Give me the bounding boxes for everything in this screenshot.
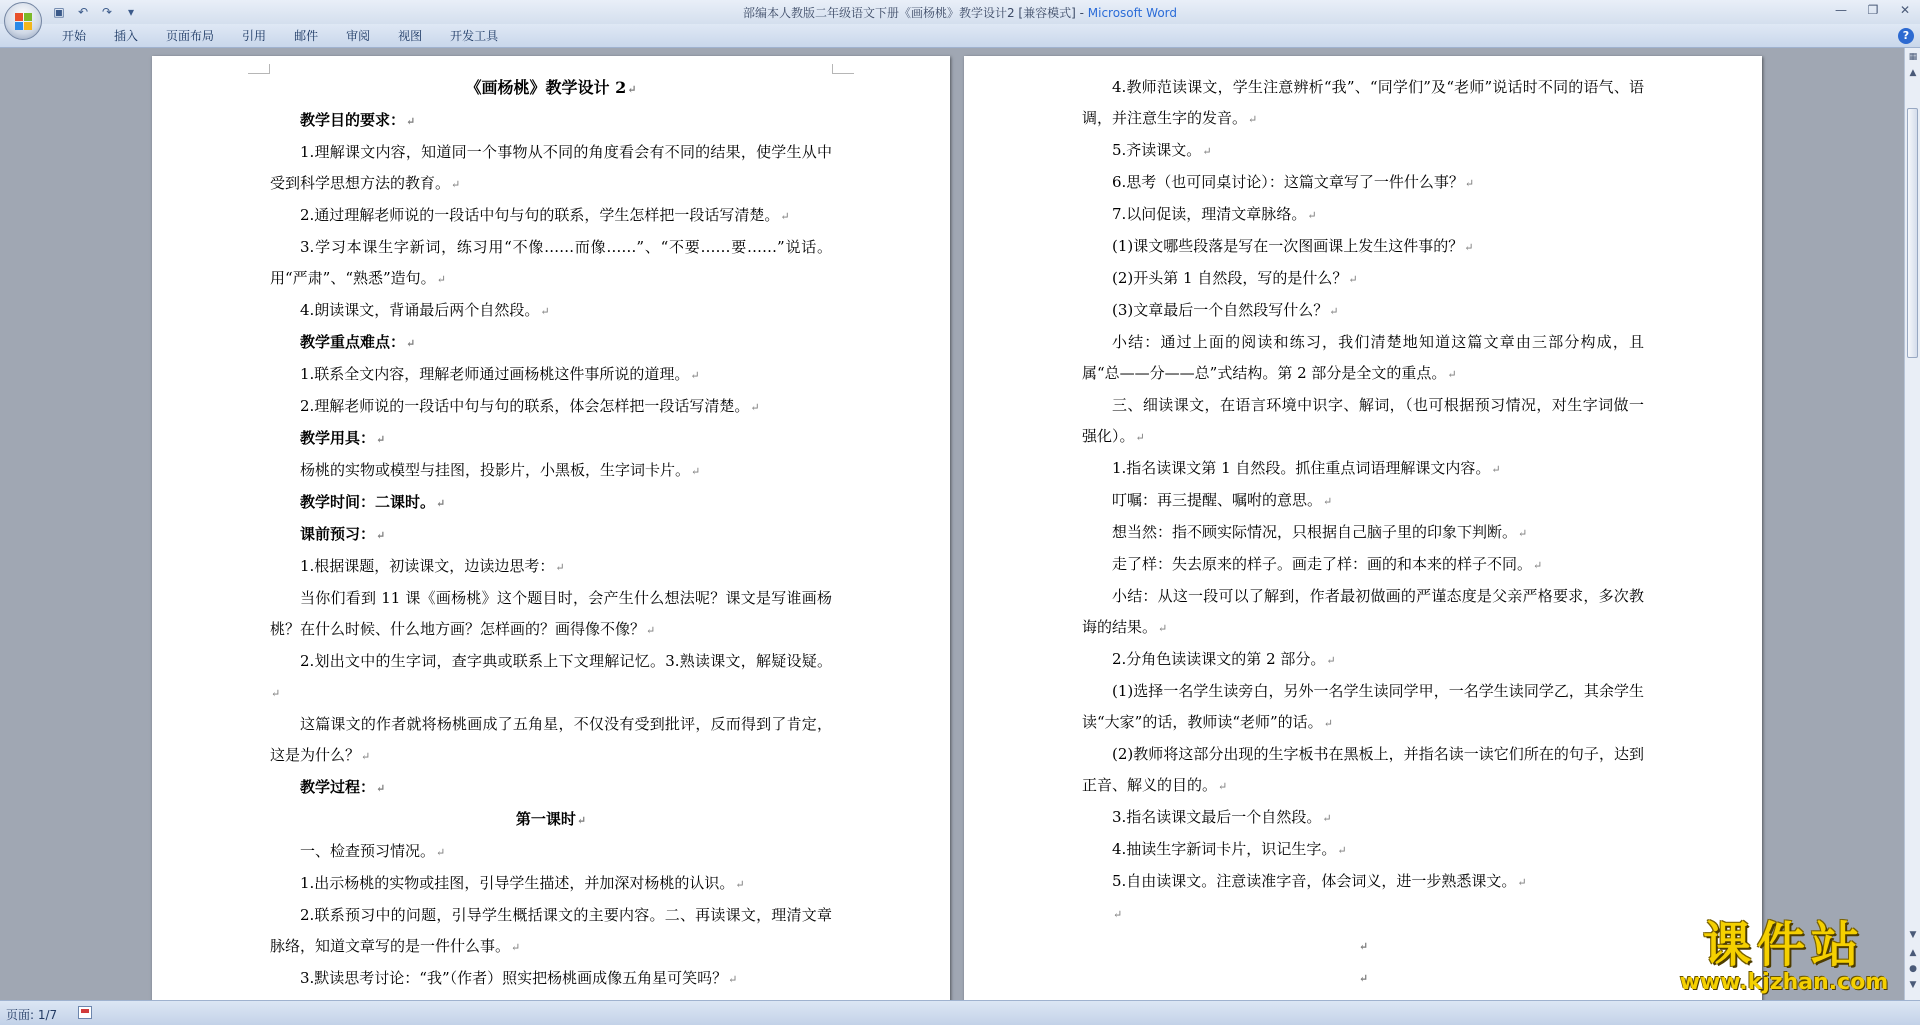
close-icon[interactable]: ✕ (1899, 3, 1911, 17)
status-bar (0, 1000, 1920, 1025)
paragraph-mark-icon: ↵ (271, 687, 281, 700)
paragraph-mark-icon: ↵ (1491, 463, 1501, 476)
document-paragraph[interactable] (1082, 834, 1644, 866)
paragraph-text: 想当然：指不顾实际情况，只根据自己脑子里的印象下判断。 (1112, 523, 1518, 541)
paragraph-text: 第一课时 (515, 810, 576, 828)
scroll-up-icon[interactable]: ▲ (1909, 68, 1917, 78)
paragraph-mark-icon: ↵ (1202, 145, 1212, 158)
document-paragraph[interactable] (270, 487, 832, 519)
document-paragraph[interactable] (1082, 517, 1644, 549)
paragraph-mark-icon: ↵ (1218, 780, 1228, 793)
next-page-icon[interactable]: ▼ (1909, 980, 1917, 990)
paragraph-text: 2.理解老师说的一段话中句与句的联系，体会怎样把一段话写清楚。 (300, 397, 750, 415)
document-paragraph[interactable] (1082, 644, 1644, 676)
paragraph-mark-icon: ↵ (376, 782, 386, 795)
paragraph-mark-icon: ↵ (436, 846, 446, 859)
document-paragraph[interactable] (1082, 453, 1644, 485)
document-title: 部编本人教版二年级语文下册《画杨桃》教学设计2 [兼容模式] (742, 6, 1076, 20)
office-button[interactable] (4, 2, 42, 40)
paragraph-mark-icon: ↵ (406, 337, 416, 350)
document-paragraph[interactable] (270, 551, 832, 583)
document-paragraph[interactable] (270, 105, 832, 137)
paragraph-text: 2.联系预习中的问题，引导学生概括课文的主要内容。二、再读课文，理清文章脉络，知道文章写的是一件什么事。 (270, 906, 832, 955)
paragraph-text: 7.以问促读，理清文章脉络。 (1112, 205, 1307, 223)
document-area[interactable] (0, 48, 1904, 1000)
document-paragraph[interactable] (270, 900, 832, 963)
paragraph-mark-icon: ↵ (646, 624, 656, 637)
document-paragraph[interactable] (270, 836, 832, 868)
paragraph-text: (1)课文哪些段落是写在一次图画课上发生这件事的？ (1112, 237, 1464, 255)
document-paragraph[interactable] (270, 455, 832, 487)
document-paragraph[interactable] (270, 868, 832, 900)
paragraph-mark-icon: ↵ (750, 401, 760, 414)
paragraph-text: 叮嘱：再三提醒、嘱咐的意思。 (1112, 491, 1323, 509)
paragraph-mark-icon: ↵ (436, 273, 446, 286)
ribbon-tab[interactable]: 开发工具 (450, 29, 499, 43)
ribbon-tab[interactable]: 开始 (62, 29, 87, 43)
document-paragraph[interactable] (1082, 263, 1644, 295)
undo-icon[interactable]: ↶ (77, 5, 89, 19)
paragraph-text: 1.指名读课文第 1 自然段。抓住重点词语理解课文内容。 (1112, 459, 1491, 477)
document-paragraph[interactable] (270, 327, 832, 359)
document-page-left[interactable] (152, 56, 950, 1000)
title-separator: - (1075, 6, 1088, 20)
page-count[interactable]: 页面: 1/7 (6, 1008, 58, 1022)
paragraph-mark-icon: ↵ (1329, 305, 1339, 318)
document-paragraph[interactable] (270, 423, 832, 455)
paragraph-mark-icon: ↵ (1322, 812, 1332, 825)
document-paragraph[interactable] (270, 232, 832, 295)
paragraph-text: 《画杨桃》教学设计 2 (465, 78, 627, 97)
paragraph-mark-icon: ↵ (1135, 431, 1145, 444)
paragraph-mark-icon: ↵ (1518, 527, 1528, 540)
ribbon-tab[interactable]: 邮件 (294, 29, 319, 43)
document-paragraph[interactable] (1082, 199, 1644, 231)
paragraph-mark-icon: ↵ (1248, 113, 1258, 126)
document-paragraph[interactable] (270, 646, 832, 709)
watermark-logo (1668, 918, 1900, 998)
paragraph-mark-icon: ↵ (1158, 622, 1168, 635)
paragraph-text: 4.教师范读课文，学生注意辨析“我”、“同学们”及“老师”说话时不同的语气、语调，并注意生字的发音。 (1082, 78, 1644, 127)
paragraph-mark-icon: ↵ (1113, 908, 1123, 921)
paragraph-text: 1.出示杨桃的实物或挂图，引导学生描述，并加深对杨桃的认识。 (300, 874, 735, 892)
paragraph-text: (1)选择一名学生读旁白，另外一名学生读同学甲，一名学生读同学乙，其余学生读“大家”的话，教师读“老师”的话。 (1082, 682, 1644, 731)
paragraph-mark-icon: ↵ (406, 115, 416, 128)
document-paragraph[interactable] (1082, 898, 1644, 930)
scroll-down-icon[interactable]: ▼ (1909, 930, 1917, 940)
document-paragraph[interactable] (270, 295, 832, 327)
paragraph-mark-icon: ↵ (436, 497, 446, 510)
paragraph-mark-icon: ↵ (1464, 177, 1475, 190)
proofing-status-icon[interactable] (78, 1006, 92, 1019)
restore-icon[interactable]: ❐ (1867, 3, 1879, 17)
paragraph-mark-icon: ↵ (627, 83, 637, 96)
paragraph-mark-icon: ↵ (576, 814, 587, 827)
window-controls (1832, 2, 1914, 18)
paragraph-text: 这篇课文的作者就将杨桃画成了五角星，不仅没有受到批评，反而得到了肯定，这是为什么？ (270, 715, 832, 764)
paragraph-text: 走了样：失去原来的样子。画走了样：画的和本来的样子不同。 (1112, 555, 1533, 573)
paragraph-mark-icon: ↵ (555, 561, 565, 574)
ribbon-tab[interactable]: 页面布局 (166, 29, 215, 43)
paragraph-mark-icon: ↵ (1533, 559, 1543, 572)
window-title (0, 4, 1920, 21)
paragraph-text: 2.通过理解老师说的一段话中句与句的联系，学生怎样把一段话写清楚。 (300, 206, 780, 224)
paragraph-mark-icon: ↵ (540, 305, 550, 318)
paragraph-mark-icon: ↵ (376, 529, 386, 542)
page-content[interactable] (270, 72, 832, 995)
ribbon-tab[interactable]: 审阅 (346, 29, 371, 43)
document-paragraph[interactable] (1082, 581, 1644, 644)
margin-marker (832, 64, 854, 74)
redo-icon[interactable]: ↷ (101, 5, 113, 19)
watermark-title: 课件站 (1702, 917, 1865, 973)
ribbon-tab[interactable]: 视图 (398, 29, 423, 43)
customize-qat-icon[interactable]: ▾ (127, 5, 135, 19)
document-paragraph[interactable] (270, 359, 832, 391)
paragraph-mark-icon: ↵ (376, 433, 386, 446)
document-paragraph[interactable] (1082, 802, 1644, 834)
paragraph-mark-icon: ↵ (1358, 972, 1369, 985)
paragraph-text: 1.联系全文内容，理解老师通过画杨桃这件事所说的道理。 (300, 365, 690, 383)
paragraph-text: 3.默读思考讨论：“我”（作者）照实把杨桃画成像五角星可笑吗？ (300, 969, 728, 987)
document-paragraph[interactable] (1082, 739, 1644, 802)
document-paragraph[interactable] (270, 772, 832, 804)
document-paragraph[interactable] (1082, 135, 1644, 167)
paragraph-text: 课前预习： (300, 525, 376, 543)
document-paragraph[interactable] (270, 391, 832, 423)
document-paragraph[interactable] (270, 583, 832, 646)
paragraph-text: 一、检查预习情况。 (300, 842, 436, 860)
document-paragraph[interactable] (1082, 167, 1644, 199)
paragraph-mark-icon: ↵ (1447, 368, 1457, 381)
paragraph-text: 杨桃的实物或模型与挂图，投影片，小黑板，生字词卡片。 (300, 461, 691, 479)
previous-page-icon[interactable]: ▲ (1909, 948, 1917, 958)
document-paragraph[interactable] (270, 72, 832, 105)
ribbon-tab[interactable]: 引用 (242, 29, 267, 43)
document-paragraph[interactable] (1082, 962, 1644, 994)
paragraph-text: 5.自由读课文。注意读准字音，体会词义，进一步熟悉课文。 (1112, 872, 1517, 890)
paragraph-text: 5.齐读课文。 (1112, 141, 1202, 159)
paragraph-mark-icon: ↵ (735, 878, 745, 891)
paragraph-text: (2)开头第 1 自然段，写的是什么？ (1112, 269, 1348, 287)
paragraph-mark-icon: ↵ (690, 369, 700, 382)
watermark-url: www.kjzhan.com (1679, 970, 1889, 995)
paragraph-text: 小结：从这一段可以了解到，作者最初做画的严谨态度是父亲严格要求，多次教诲的结果。 (1082, 587, 1644, 636)
ribbon-tab-bar (0, 24, 1920, 48)
paragraph-mark-icon: ↵ (511, 941, 521, 954)
paragraph-text: 教学重点难点： (300, 333, 406, 351)
paragraph-mark-icon: ↵ (451, 178, 461, 191)
document-paragraph[interactable] (1082, 676, 1644, 739)
paragraph-mark-icon: ↵ (1323, 717, 1333, 730)
document-paragraph[interactable] (1082, 327, 1644, 390)
paragraph-mark-icon: ↵ (691, 465, 701, 478)
paragraph-mark-icon: ↵ (1326, 654, 1336, 667)
app-name: Microsoft Word (1087, 6, 1178, 20)
paragraph-text: 三、细读课文，在语言环境中识字、解词，（也可根据预习情况，对生字词做一强化）。 (1082, 396, 1644, 445)
paragraph-mark-icon: ↵ (1307, 209, 1317, 222)
paragraph-mark-icon: ↵ (361, 750, 371, 763)
paragraph-mark-icon: ↵ (1323, 495, 1333, 508)
paragraph-text: 2.划出文中的生字词，查字典或联系上下文理解记忆。3.熟读课文，解疑设疑。 (300, 652, 832, 670)
document-paragraph[interactable] (270, 804, 832, 836)
document-paragraph[interactable] (1082, 231, 1644, 263)
scroll-thumb[interactable] (1907, 108, 1918, 358)
help-icon[interactable]: ? (1898, 28, 1914, 44)
browse-object-icon[interactable]: ● (1909, 964, 1917, 974)
paragraph-text: 当你们看到 11 课《画杨桃》这个题目时，会产生什么想法呢？课文是写谁画杨桃？在什么时候、什么地方画？怎样画的？画得像不像？ (270, 589, 832, 638)
document-paragraph[interactable] (1082, 930, 1644, 962)
save-icon[interactable]: ▣ (53, 5, 65, 19)
paragraph-text: 4.朗读课文，背诵最后两个自然段。 (300, 301, 540, 319)
document-paragraph[interactable] (270, 200, 832, 232)
paragraph-text: 1.理解课文内容，知道同一个事物从不同的角度看会有不同的结果，使学生从中受到科学思想方法的教育。 (270, 143, 832, 192)
minimize-icon[interactable]: — (1835, 3, 1847, 17)
paragraph-mark-icon: ↵ (1358, 940, 1369, 953)
paragraph-text: 教学用具： (300, 429, 376, 447)
paragraph-text: (2)教师将这部分出现的生字板书在黑板上，并指名读一读它们所在的句子，达到正音、解义的目的。 (1082, 745, 1644, 794)
document-page-right[interactable] (964, 56, 1762, 1000)
paragraph-text: 1.根据课题，初读课文，边读边思考： (300, 557, 555, 575)
ribbon-tab[interactable]: 插入 (114, 29, 139, 43)
document-paragraph[interactable] (270, 137, 832, 200)
margin-marker (248, 64, 270, 74)
document-paragraph[interactable] (1082, 295, 1644, 327)
title-bar (0, 0, 1920, 24)
document-paragraph[interactable] (1082, 549, 1644, 581)
paragraph-mark-icon: ↵ (780, 210, 790, 223)
paragraph-mark-icon: ↵ (1337, 844, 1347, 857)
vertical-scrollbar[interactable] (1904, 48, 1920, 1000)
paragraph-text: 教学时间：二课时。 (300, 493, 436, 511)
paragraph-mark-icon: ↵ (1464, 241, 1474, 254)
document-paragraph[interactable] (270, 709, 832, 772)
document-paragraph[interactable] (1082, 485, 1644, 517)
paragraph-text: 2.分角色读读课文的第 2 部分。 (1112, 650, 1326, 668)
paragraph-text: 小结：通过上面的阅读和练习，我们清楚地知道这篇文章由三部分构成，且属“总——分——总”式结构。第 2 部分是全文的重点。 (1082, 333, 1644, 382)
document-paragraph[interactable] (1082, 866, 1644, 898)
ribbon-tabs (48, 28, 512, 44)
document-paragraph[interactable] (1082, 390, 1644, 453)
ruler-toggle-icon[interactable]: ▦ (1908, 52, 1918, 62)
paragraph-text: 4.抽读生字新词卡片，识记生字。 (1112, 840, 1337, 858)
office-logo-icon (15, 13, 33, 31)
document-paragraph[interactable] (270, 963, 832, 995)
paragraph-mark-icon: ↵ (1517, 876, 1527, 889)
page-content[interactable] (1082, 72, 1644, 994)
paragraph-text: 3.指名读课文最后一个自然段。 (1112, 808, 1322, 826)
paragraph-text: (3)文章最后一个自然段写什么？ (1112, 301, 1329, 319)
paragraph-text: 教学过程： (300, 778, 376, 796)
paragraph-text: 3.学习本课生字新词，练习用“不像……而像……”、“不要……要……”说话。用“严肃”、“熟悉”造句。 (270, 238, 832, 287)
paragraph-text: 6.思考（也可同桌讨论）：这篇文章写了一件什么事？ (1112, 173, 1464, 191)
paragraph-mark-icon: ↵ (728, 973, 738, 986)
document-paragraph[interactable] (270, 519, 832, 551)
paragraph-text: 教学目的要求： (300, 111, 406, 129)
paragraph-mark-icon: ↵ (1348, 273, 1358, 286)
document-paragraph[interactable] (1082, 72, 1644, 135)
